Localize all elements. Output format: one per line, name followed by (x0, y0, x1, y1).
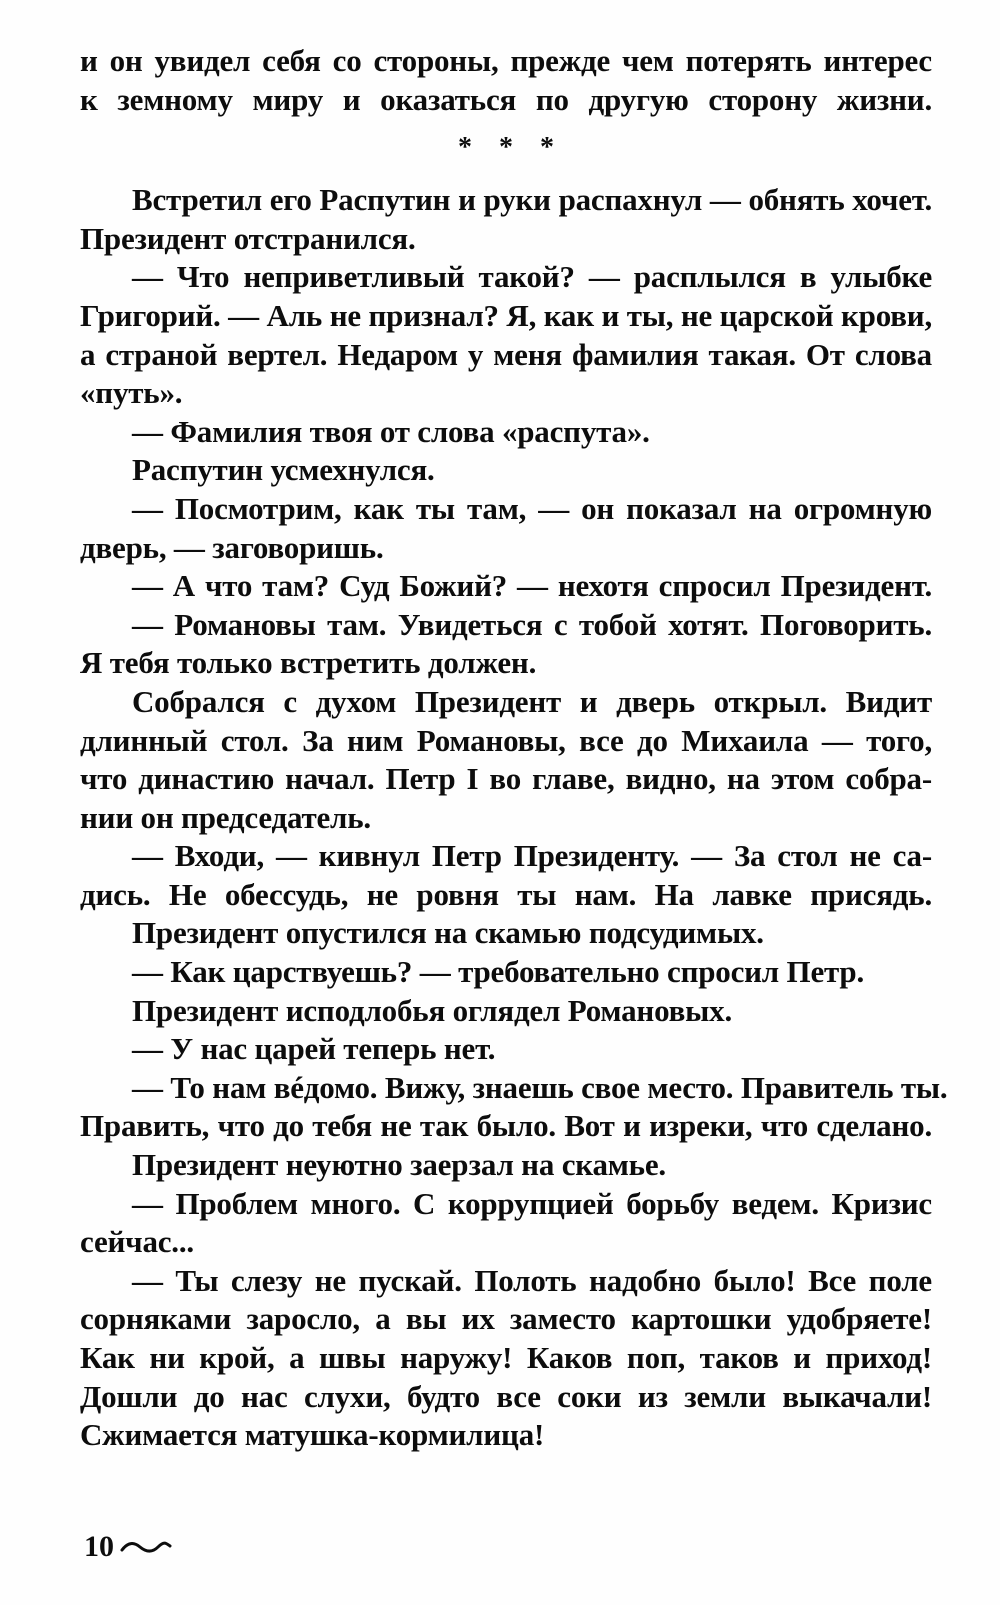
text-line: Я тебя только встретить должен. (80, 645, 537, 681)
text-line: длинный стол. За ним Романовы, все до Михаила — того, (80, 722, 932, 758)
text-line: Григорий. — Аль не признал? Я, как и ты, не царской крови, (80, 297, 932, 333)
text-line: «путь». (80, 375, 183, 411)
ornament-swash-icon (120, 1538, 172, 1556)
text-line: — У нас царей теперь нет. (132, 1031, 496, 1067)
text-line: Дошли до нас слухи, будто все соки из земли выкачали! (80, 1378, 932, 1414)
text-line: Как ни крой, а швы наружу! Каков поп, таков и приход! (80, 1340, 932, 1375)
text-line: Собрался с духом Президент и дверь открыл. Видит (132, 683, 932, 719)
text-line: что династию начал. Петр I во главе, видно, на этом собра- (80, 761, 932, 797)
text-line: нии он председатель. (80, 799, 371, 835)
text-line: дись. Не обессудь, не ровня ты нам. На лавке присядь. (80, 876, 932, 912)
text-line: и он увидел себя со стороны, прежде чем потерять интерес (80, 43, 932, 78)
text-line: — Что неприветливый такой? — расплылся в улыбке (132, 259, 932, 295)
text-line: к земному миру и оказаться по другую сторону жизни. (80, 81, 932, 117)
page-number: 10 (84, 1530, 114, 1563)
paragraph-top (80, 42, 932, 119)
text-line: а страной вертел. Недаром у меня фамилия такая. От слова (80, 336, 932, 372)
text-line: — Фамилия твоя от слова «распута». (132, 413, 650, 449)
text-line: — Посмотрим, как ты там, — он показал на огромную (132, 490, 932, 526)
text-line: сейчас... (80, 1224, 194, 1260)
text-line: — Как царствуешь? — требовательно спросил Петр. (132, 954, 865, 990)
separator-asterisks: * * * (458, 132, 564, 164)
text-line: Править, что до тебя не так было. Вот и изреки, что сделано. (80, 1108, 932, 1144)
text-line: Встретил его Распутин и руки распахнул — обнять хочет. (132, 182, 932, 218)
text-line: — Романовы там. Увидеться с тобой хотят. Поговорить. (132, 606, 932, 642)
text-line: Президент отстранился. (80, 220, 416, 256)
page-footer (84, 1530, 172, 1564)
text-line: — То нам вéдомо. Вижу, знаешь свое место. Правитель ты. (132, 1069, 948, 1105)
body-text (80, 181, 948, 1455)
text-line: — Проблем много. С коррупцией борьбу ведем. Кризис (132, 1185, 932, 1221)
text-line: дверь, — заговоришь. (80, 529, 384, 565)
text-line: Президент исподлобья оглядел Романовых. (132, 992, 732, 1028)
text-line: Распутин усмехнулся. (132, 452, 435, 488)
text-line: Сжимается матушка-кормилица! (80, 1417, 545, 1453)
section-separator (80, 119, 932, 181)
text-line: — А что там? Суд Божий? — нехотя спросил Президент. (132, 568, 932, 604)
text-line: — Ты слезу не пускай. Полоть надобно было! Все поле (132, 1262, 932, 1298)
page-text (80, 42, 948, 1455)
text-line: Президент опустился на скамью подсудимых. (132, 915, 764, 951)
text-line: сорняками заросло, а вы их заместо картошки удобряете! (80, 1301, 932, 1337)
text-line: Президент неуютно заерзал на скамье. (132, 1147, 666, 1183)
text-line: — Входи, — кивнул Петр Президенту. — За стол не са- (132, 838, 932, 874)
